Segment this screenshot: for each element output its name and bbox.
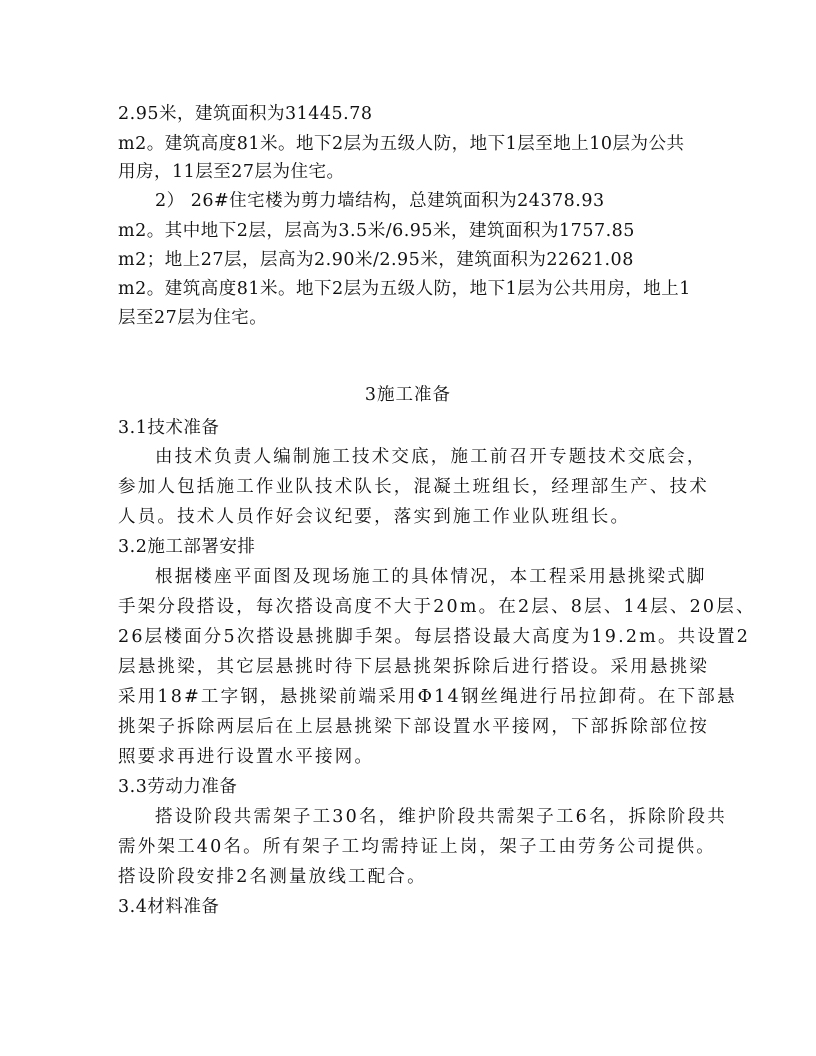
s33-line-2: 需外架工40名。所有架子工均需持证上岗，架子工由劳务公司提供。	[118, 837, 716, 857]
s32-line-6: 挑架子拆除两层后在上层悬挑梁下部设置水平接网，下部拆除部位按	[118, 717, 709, 737]
heading-3-4: 3.4材料准备	[118, 897, 220, 917]
s32-line-4: 层悬挑梁，其它层悬挑时待下层悬挑架拆除后进行搭设。采用悬挑梁	[118, 657, 709, 677]
building26-line-3: m2；地上27层，层高为2.90米/2.95米，建筑面积为22621.08	[118, 250, 634, 270]
s31-line-1: 由技术负责人编制施工技术交底，施工前召开专题技术交底会，	[155, 447, 707, 467]
s32-line-3: 26层楼面分5次搭设悬挑脚手架。每层搭设最大高度为19.2m。共设置2	[118, 627, 751, 647]
s32-line-5: 采用18#工字钢，悬挑梁前端采用Φ14钢丝绳进行吊拉卸荷。在下部悬	[118, 687, 737, 707]
intro-line-2: m2。建筑高度81米。地下2层为五级人防，地下1层至地上10层为公共	[118, 134, 685, 154]
building26-line-1: 2） 26#住宅楼为剪力墙结构，总建筑面积为24378.93	[155, 191, 605, 211]
s32-line-1: 根据楼座平面图及现场施工的具体情况，本工程采用悬挑梁式脚	[155, 567, 707, 587]
heading-3-3: 3.3劳动力准备	[118, 777, 238, 797]
intro-line-3: 用房，11层至27层为住宅。	[118, 162, 345, 182]
s32-line-7: 照要求再进行设置水平接网。	[118, 747, 375, 767]
s33-line-1: 搭设阶段共需架子工30名，维护阶段共需架子工6名，拆除阶段共	[155, 807, 727, 827]
s31-line-3: 人员。技术人员作好会议纪要，落实到施工作业队班组长。	[118, 507, 631, 527]
intro-line-1: 2.95米，建筑面积为31445.78	[118, 104, 373, 124]
s33-line-3: 搭设阶段安排2名测量放线工配合。	[118, 867, 427, 887]
building26-line-4: m2。建筑高度81米。地下2层为五级人防，地下1层为公共用房，地上1	[118, 279, 691, 299]
heading-3-2: 3.2施工部署安排	[118, 537, 256, 557]
heading-3-1: 3.1技术准备	[118, 418, 220, 438]
s31-line-2: 参加人包括施工作业队技术队长，混凝土班组长，经理部生产、技术	[118, 477, 709, 497]
building26-line-2: m2。其中地下2层，层高为3.5米/6.95米，建筑面积为1757.85	[118, 221, 635, 241]
s32-line-2: 手架分段搭设，每次搭设高度不大于20m。在2层、8层、14层、20层、	[118, 597, 756, 617]
section-title: 3施工准备	[364, 385, 452, 405]
building26-line-5: 层至27层为住宅。	[118, 308, 268, 328]
